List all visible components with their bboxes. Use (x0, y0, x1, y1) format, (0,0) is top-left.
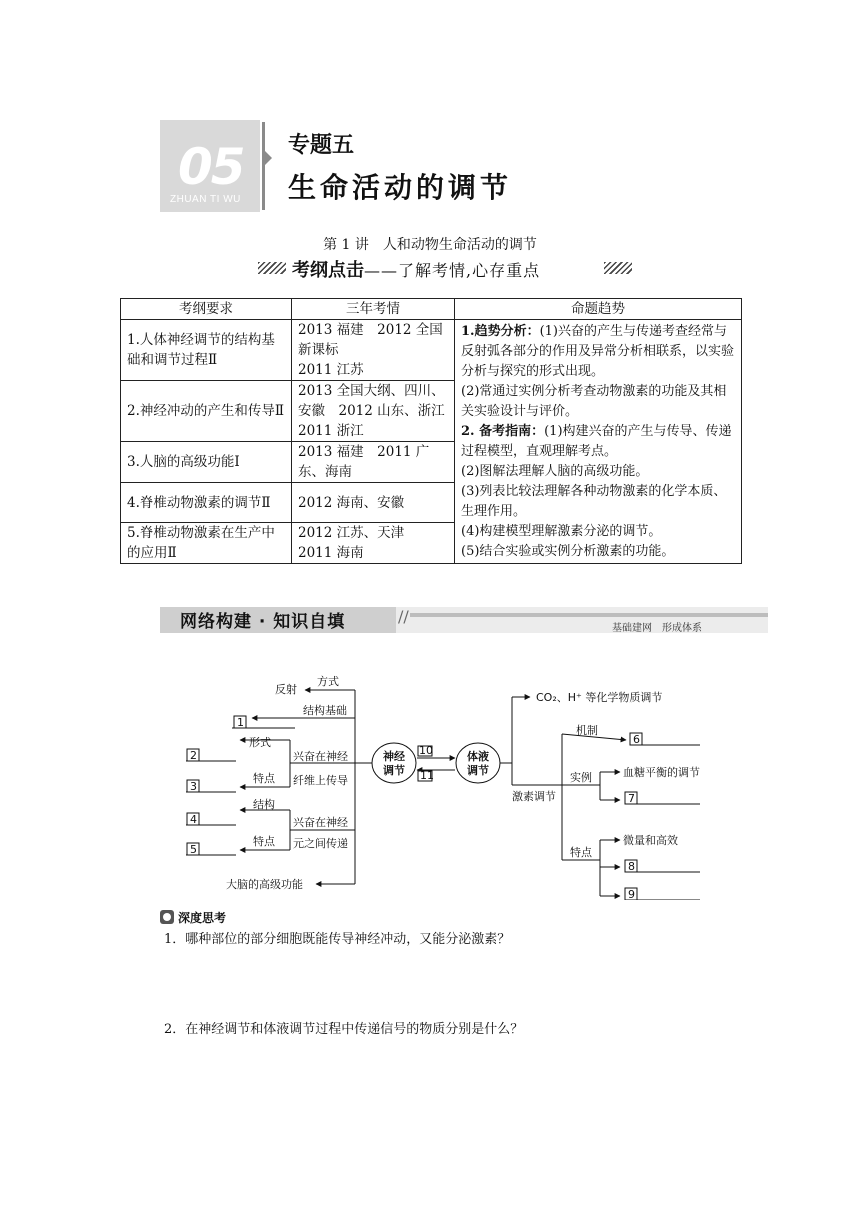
table-header: 命题趋势 (455, 299, 742, 320)
section-right-text: 基础建网 形成体系 (612, 623, 702, 634)
exam-cell: 2013 福建 2011 广东、海南 (292, 442, 455, 483)
label-fiber-2: 纤维上传导 (293, 774, 348, 787)
trend-p3-bold: 2. 备考指南： (461, 424, 545, 439)
chapter-badge (160, 120, 268, 212)
label-weiliang: 微量和高效 (623, 834, 678, 847)
nerve-circle (372, 743, 416, 783)
trend-p7: (5)结合实验或实例分析激素的功能。 (461, 544, 675, 559)
label-synapse-1: 兴奋在神经 (293, 816, 348, 829)
topic-label: 专题五 (288, 132, 355, 158)
hatch-right-icon (604, 262, 632, 274)
label-tiye-2: 调节 (467, 764, 489, 777)
trend-p6: (4)构建模型理解激素分泌的调节。 (461, 524, 662, 539)
blank-num-7: 7 (628, 792, 635, 805)
label-shenjing-2: 调节 (383, 764, 405, 777)
label-fanshe: 反射 (275, 683, 297, 696)
label-chemical: CO₂、H⁺ 等化学物质调节 (536, 691, 663, 704)
trend-cell (455, 320, 742, 564)
think-heading-text: 深度思考 (178, 911, 227, 925)
blank-num-5: 5 (190, 843, 197, 856)
table-header-row (121, 299, 742, 320)
label-xingshi: 形式 (249, 736, 271, 749)
banner-sub: ——了解考情,心存重点 (364, 261, 541, 280)
label-tiye-1: 体液 (467, 750, 489, 763)
badge-notch-icon (264, 150, 272, 166)
table-header: 三年考情 (292, 299, 455, 320)
req-cell: 2.神经冲动的产生和传导Ⅱ (121, 381, 292, 442)
label-danao: 大脑的高级功能 (226, 878, 303, 891)
label-jizhi: 机制 (576, 724, 598, 737)
exam-table (120, 298, 742, 564)
trend-p3-text: (1)构建兴奋的产生与传导、传递过程模型，直观理解考点。 (461, 424, 732, 459)
hatch-left-icon (258, 262, 286, 274)
label-tedian3: 特点 (570, 846, 592, 859)
trend-p1 (461, 322, 735, 382)
exam-cell: 2013 福建 2012 全国新课标 2011 江苏 (292, 320, 455, 381)
banner-text (292, 256, 540, 282)
lecture-title: 第 1 讲 人和动物生命活动的调节 (323, 237, 537, 253)
blank-num-11: 11 (420, 769, 434, 782)
label-shenjing-1: 神经 (383, 750, 405, 763)
label-jiegou: 结构 (253, 798, 275, 811)
section-header (160, 603, 770, 633)
trend-p3 (461, 422, 735, 462)
exam-cell: 2012 海南、安徽 (292, 483, 455, 523)
banner-main: 考纲点击 (292, 260, 364, 281)
trend-p1-text: (1)兴奋的产生与传递考查经常与反射弧各部分的作用及异常分析相联系，以实验分析与探究的形式出现。 (461, 324, 735, 379)
question-2: 2．在神经调节和体液调节过程中传递信号的物质分别是什么？ (164, 1022, 524, 1037)
thought-icon (160, 910, 174, 924)
badge-divider (262, 122, 265, 210)
badge-number: 05 (178, 138, 244, 196)
exam-banner (258, 256, 636, 282)
section-line (410, 613, 768, 617)
blank-num-2: 2 (190, 749, 197, 762)
trend-p4: (2)图解法理解人脑的高级功能。 (461, 464, 649, 479)
trend-p2: (2)常通过实例分析考查动物激素的功能及其相关实验设计与评价。 (461, 384, 727, 419)
label-fiber-1: 兴奋在神经 (293, 750, 348, 763)
trend-p5: (3)列表比较法理解各种动物激素的化学本质、生理作用。 (461, 484, 727, 519)
table-row (121, 320, 742, 381)
table-header: 考纲要求 (121, 299, 292, 320)
label-jiegou-jichu: 结构基础 (303, 704, 347, 717)
label-tedian2: 特点 (253, 835, 275, 848)
req-cell: 5.脊椎动物激素在生产中的应用Ⅱ (121, 523, 292, 564)
req-cell: 1.人体神经调节的结构基础和调节过程Ⅱ (121, 320, 292, 381)
trend-p1-bold: 1.趋势分析： (461, 324, 540, 339)
slash-icon: // (398, 607, 409, 626)
label-fangshi: 方式 (317, 675, 339, 688)
blank-num-6: 6 (633, 733, 640, 746)
label-tedian1: 特点 (253, 772, 275, 785)
blank-num-1: 1 (237, 716, 244, 729)
section-title: 网络构建 · 知识自填 (180, 612, 346, 632)
concept-diagram (0, 660, 860, 900)
topic-title: 生命活动的调节 (288, 171, 513, 204)
question-1: 1．哪种部位的部分细胞既能传导神经冲动，又能分泌激素？ (164, 932, 511, 947)
think-heading (160, 909, 226, 926)
blank-num-8: 8 (628, 860, 635, 873)
label-synapse-2: 元之间传递 (293, 837, 348, 850)
exam-cell: 2013 全国大纲、四川、安徽 2012 山东、浙江 2011 浙江 (292, 381, 455, 442)
blank-num-9: 9 (628, 888, 635, 900)
req-cell: 4.脊椎动物激素的调节Ⅱ (121, 483, 292, 523)
label-shili: 实例 (570, 771, 592, 784)
blank-num-10: 10 (419, 744, 433, 757)
badge-subtitle: ZHUAN TI WU (170, 194, 241, 205)
humoral-circle (456, 743, 500, 783)
exam-cell: 2012 江苏、天津 2011 海南 (292, 523, 455, 564)
blank-num-3: 3 (190, 780, 197, 793)
label-xuetang: 血糖平衡的调节 (623, 766, 700, 779)
label-jisu: 激素调节 (512, 790, 556, 803)
req-cell: 3.人脑的高级功能Ⅰ (121, 442, 292, 483)
blank-num-4: 4 (190, 813, 197, 826)
